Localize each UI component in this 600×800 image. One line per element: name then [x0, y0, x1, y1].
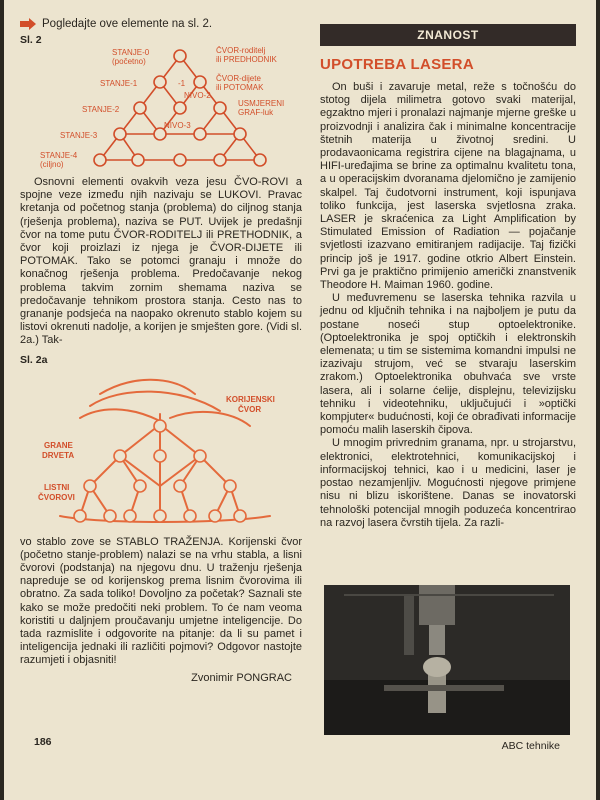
article-title: UPOTREBA LASERA — [320, 56, 474, 73]
body-text-2: vo stablo zove se STABLO TRAŽENJA. Korijenski čvor (početno stanje-problem) nalazi se na vrhu stabla, a lisni čvorovi (podstanja) na njegovu dnu. U traženju rješenja napreduje se od korijenskog prema lisnim čvorovima ili obratno. Za sada toliko! Dovoljno za početak? Saznali ste kako se može predočiti neki problem. To će nam veoma koristiti u daljnjem proučavanju umjetne inteligencije. Do tada razmislite i odgovorite na pitanje: da li su pamet i inteligencija jednaki ili različiti pojmovi? Odgovor nastojte razumjeti i objasniti! — [20, 535, 302, 667]
figure-pointer — [20, 18, 302, 30]
label-cvor-roditelj: ČVOR-roditelj — [216, 46, 266, 55]
label-ciljno: (ciljno) — [40, 160, 64, 169]
source-caption: ABC tehnike — [501, 740, 560, 752]
right-column — [320, 24, 576, 530]
arrow-right-icon — [20, 18, 36, 30]
section-header: ZNANOST — [320, 24, 576, 46]
label-stanje-0: STANJE-0 — [112, 48, 150, 57]
label-nivo-3: NIVO-3 — [164, 121, 191, 130]
label-stanje-1: STANJE-1 — [100, 79, 138, 88]
label-stanje-2: STANJE-2 — [82, 105, 120, 114]
article-paragraph-3: U mnogim privrednim granama, npr. u strojarstvu, elektronici, elektrotehnici, komunikacijskoj i informacijskoj tehnici, kao i u medicini, laser je postao nezamjenljiv. Mogućnosti njegove primjene nisu ni blizu iskorištene. Danas se inovatorski tehnološki potencijal mnogih poduzeća koncentrirao na razvoj lasera čvrstih tijela. Za razli- — [320, 437, 576, 529]
author-signature: Zvonimir PONGRAC — [191, 671, 292, 684]
label-cvor: ČVOR — [238, 404, 262, 414]
label-cvorovi: ČVOROVI — [38, 492, 75, 502]
label-grane: GRANE — [44, 440, 73, 450]
article-body — [320, 81, 576, 530]
label-minus-1: -1 — [178, 79, 186, 88]
laser-machine-image — [324, 585, 570, 735]
figure-2a-label: Sl. 2a — [20, 353, 48, 366]
magazine-page — [4, 0, 596, 800]
article-paragraph-2: U međuvremenu se laserska tehnika razvila u jednu od ključnih tehnika i na najboljem je putu da postane noseći stup optoelektronike. (Optoelektronika je spoj optičkih i elektronskih elemenata; u tim se sistemima komandni impulsi ne izazivaju strujom, već se stvaraju laserskim zrakom.) Optoelektronika obuhvaća sve vrste lasera, ali i solarne ćelije, displejnu, televizijsku tehniku i videotehniku, uključujući i »optički kompjuter« budućnosti, koji će obrađivati informacije pomoću malih laserskih čipova. — [320, 292, 576, 437]
label-ili-potomak: ili POTOMAK — [216, 83, 264, 92]
label-cvor-dijete: ČVOR-dijete — [216, 74, 261, 83]
label-drveta: DRVETA — [42, 450, 75, 460]
label-pocetno: (početno) — [112, 57, 146, 66]
state-space-diagram — [20, 46, 302, 176]
label-stanje-4: STANJE-4 — [40, 151, 78, 160]
laser-photo — [324, 585, 570, 735]
label-graf-luk: GRAF-luk — [238, 108, 274, 117]
label-usmjereni: USMJERENI — [238, 99, 285, 108]
label-listni: LISTNI — [44, 482, 70, 492]
pointer-text: Pogledajte ove elemente na sl. 2. — [42, 18, 213, 30]
label-stanje-3: STANJE-3 — [60, 131, 98, 140]
label-ili-prethodnik: ili PREDHODNIK — [216, 55, 277, 64]
label-korijenski: KORIJENSKI — [226, 394, 275, 404]
left-column — [20, 18, 302, 684]
page-number: 186 — [34, 736, 52, 748]
figure-2-label: Sl. 2 — [20, 34, 42, 46]
label-nivo-2: NIVO-2 — [184, 91, 211, 100]
article-paragraph-1: On buši i zavaruje metal, reže s točnošću do stotog dijela milimetra gotovo svaki materijal, egzaktno mjeri i pronalazi najmanje mjerne greške u proizvodnji i analizira čak i minimalne koncentracije štetnih materija u životnoj sredini. U prodavaonicama registrira cijene na blagajnama, u HIFI-uređajima se brine za optimalnu kvalitetu tona, a u operacijskim dvoranama djelomično je zamijenio skalpel. Taj čudotvorni instrument, koji ispunjava toliko funkcija, jest laserska svjetlosna zraka. LASER je skraćenica za Light Amplification by Stimulated Emission of Radiation — pojačanje svjetlosti izazvano emitiranjem radijacije. Taj fizički princip još je 1917. godine otkrio Albert Einstein. Prvi ga je praktično primijenio američki znanstvenik Theodore H. Maiman 1960. godine. — [320, 81, 576, 292]
search-tree-illustration — [20, 366, 302, 536]
body-text-1: Osnovni elementi ovakvih veza jesu ČVO-ROVI a spojne veze između njih nazivaju se LUKOVI. Pravac kretanja od početnog stanja (problema) do ciljnog stanja (rješenja problema), naziva se PUT. Uvijek je predašnji čvor na tome putu ČVOR-RODITELJ ili PRETHODNIK, a čvor koji proizlazi iz njega je ČVOR-DIJETE ili POTOMAK. Tako se potomci granaju i množe do konačnog rješenja problema. Predočavanje nekog problema takvim zornim shemama naziva se predočavanje tehnikom prostora stanja. Cesto nas to grananje podsjeća na naopako okrenuto stablo kojem su listovi okrenuti nadolje, a korijen je smješten gore. (Vidi sl. 2a.) Tak- — [20, 176, 302, 347]
